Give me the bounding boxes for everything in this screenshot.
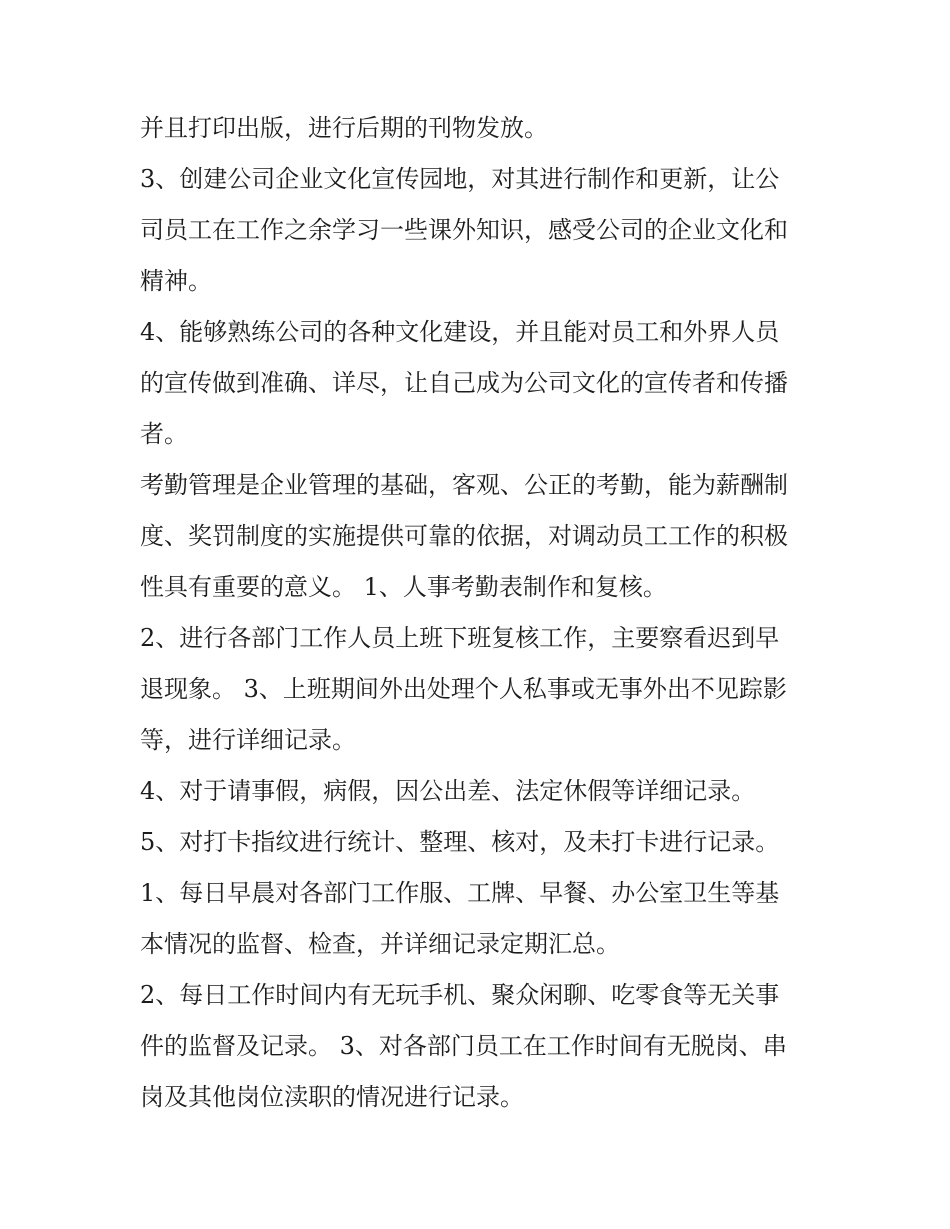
- text-line: 4、能够熟练公司的各种文化建设，并且能对员工和外界人员: [140, 318, 780, 346]
- text-line: 等，进行详细记录。: [140, 726, 356, 754]
- text-line: 精神。: [140, 267, 212, 295]
- text-line: 件的监督及记录。 3、对各部门员工在工作时间有无脱岗、串: [140, 1032, 787, 1060]
- text-line: 岗及其他岗位渎职的情况进行记录。: [140, 1083, 524, 1111]
- text-line: 者。: [140, 420, 188, 448]
- text-line: 并且打印出版，进行后期的刊物发放。: [140, 114, 548, 142]
- text-line: 度、奖罚制度的实施提供可靠的依据，对调动员工工作的积极: [140, 522, 788, 550]
- document-body: [140, 103, 830, 1123]
- text-line: 2、每日工作时间内有无玩手机、聚众闲聊、吃零食等无关事: [140, 981, 780, 1009]
- text-line: 4、对于请事假，病假，因公出差、法定休假等详细记录。: [140, 777, 756, 805]
- text-line: 1、每日早晨对各部门工作服、工牌、早餐、办公室卫生等基: [140, 879, 780, 907]
- text-line: 的宣传做到准确、详尽，让自己成为公司文化的宣传者和传播: [140, 369, 788, 397]
- text-line: 性具有重要的意义。 1、人事考勤表制作和复核。: [140, 573, 667, 601]
- text-line: 司员工在工作之余学习一些课外知识，感受公司的企业文化和: [140, 216, 788, 244]
- text-line: 3、创建公司企业文化宣传园地，对其进行制作和更新，让公: [140, 165, 780, 193]
- text-line: 退现象。 3、上班期间外出处理个人私事或无事外出不见踪影: [140, 675, 787, 703]
- text-line: 2、进行各部门工作人员上班下班复核工作，主要察看迟到早: [140, 624, 780, 652]
- text-line: 考勤管理是企业管理的基础，客观、公正的考勤，能为薪酬制: [140, 471, 788, 499]
- text-line: 5、对打卡指纹进行统计、整理、核对，及未打卡进行记录。: [140, 828, 780, 856]
- text-line: 本情况的监督、检查，并详细记录定期汇总。: [140, 930, 620, 958]
